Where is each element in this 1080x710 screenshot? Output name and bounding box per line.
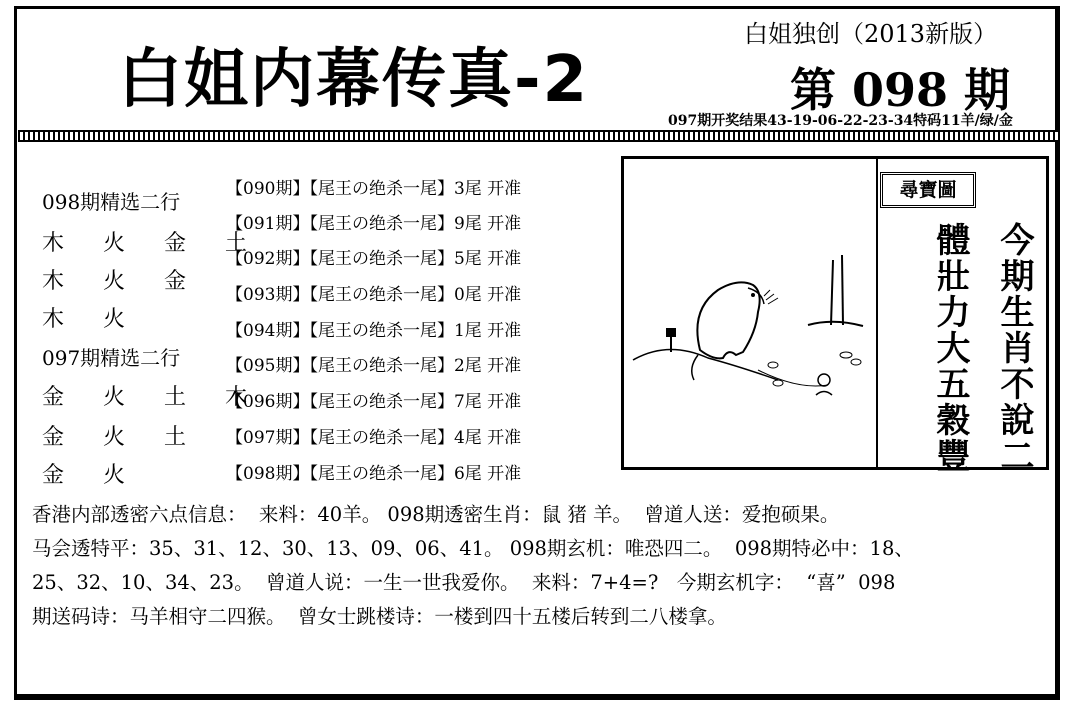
tail-row: 【096期】【尾王の绝杀一尾】7尾 开准 xyxy=(226,392,522,412)
tail-row: 【091期】【尾王の绝杀一尾】9尾 开准 xyxy=(226,214,522,234)
info-line: 25、32、10、34、23。 曾道人说：一生一世我爱你。 来料：7+4=? 今期玄机字： “喜” 098 xyxy=(32,571,896,594)
tail-row: 【098期】【尾王の绝杀一尾】6尾 开准 xyxy=(226,464,522,484)
info-line: 期送码诗：马羊相守二四猴。 曾女士跳楼诗：一楼到四十五楼后转到二八楼拿。 xyxy=(32,605,727,628)
pick-heading-097: 097期精选二行 xyxy=(42,346,181,370)
pick-element-row: 金 火 xyxy=(42,463,141,488)
tail-row: 【090期】【尾王の绝杀一尾】3尾 开准 xyxy=(226,179,522,199)
pick-element-row: 木 火 金 土 xyxy=(42,231,263,256)
brand-label: 白姐独创（2013新版） xyxy=(744,20,998,48)
last-result: 097期开奖结果43-19-06-22-23-34特码11羊/绿/金 xyxy=(668,113,1013,129)
issue-number: 第 098 期 xyxy=(790,63,1011,117)
page-title: 白姐内幕传真-2 xyxy=(118,43,590,117)
tail-row: 【097期】【尾王の绝杀一尾】4尾 开准 xyxy=(226,428,522,448)
pick-element-row: 木 火 xyxy=(42,307,141,332)
tail-row: 【092期】【尾王の绝杀一尾】5尾 开准 xyxy=(226,249,522,269)
tail-row: 【095期】【尾王の绝杀一尾】2尾 开准 xyxy=(226,356,522,376)
tail-row: 【093期】【尾王の绝杀一尾】0尾 开准 xyxy=(226,285,522,305)
info-paragraph xyxy=(32,498,1042,634)
info-line: 香港内部透密六点信息： 来料：40羊。 098期透密生肖：鼠 猪 羊。 曾道人送：爱抱硕果。 xyxy=(32,503,840,526)
poem-column-1: 今期生肖不說二 xyxy=(994,222,1034,474)
poem-column-2: 體壯力大五穀豐 xyxy=(930,222,970,474)
pick-element-row: 木 火 金 xyxy=(42,269,202,294)
pick-element-row: 金 火 土 木 xyxy=(42,385,263,410)
info-line: 马会透特平：35、31、12、30、13、09、06、41。 098期玄机：唯恐四二。 098期特必中：18、 xyxy=(32,537,914,560)
pick-element-row: 金 火 土 xyxy=(42,425,202,450)
treasure-map-label: 尋寶圖 xyxy=(880,172,976,208)
panel-divider xyxy=(876,159,878,467)
treasure-illustration xyxy=(628,240,873,410)
pick-heading-098: 098期精选二行 xyxy=(42,190,181,214)
tail-row: 【094期】【尾王の绝杀一尾】1尾 开准 xyxy=(226,321,522,341)
divider-rule xyxy=(18,130,1058,142)
